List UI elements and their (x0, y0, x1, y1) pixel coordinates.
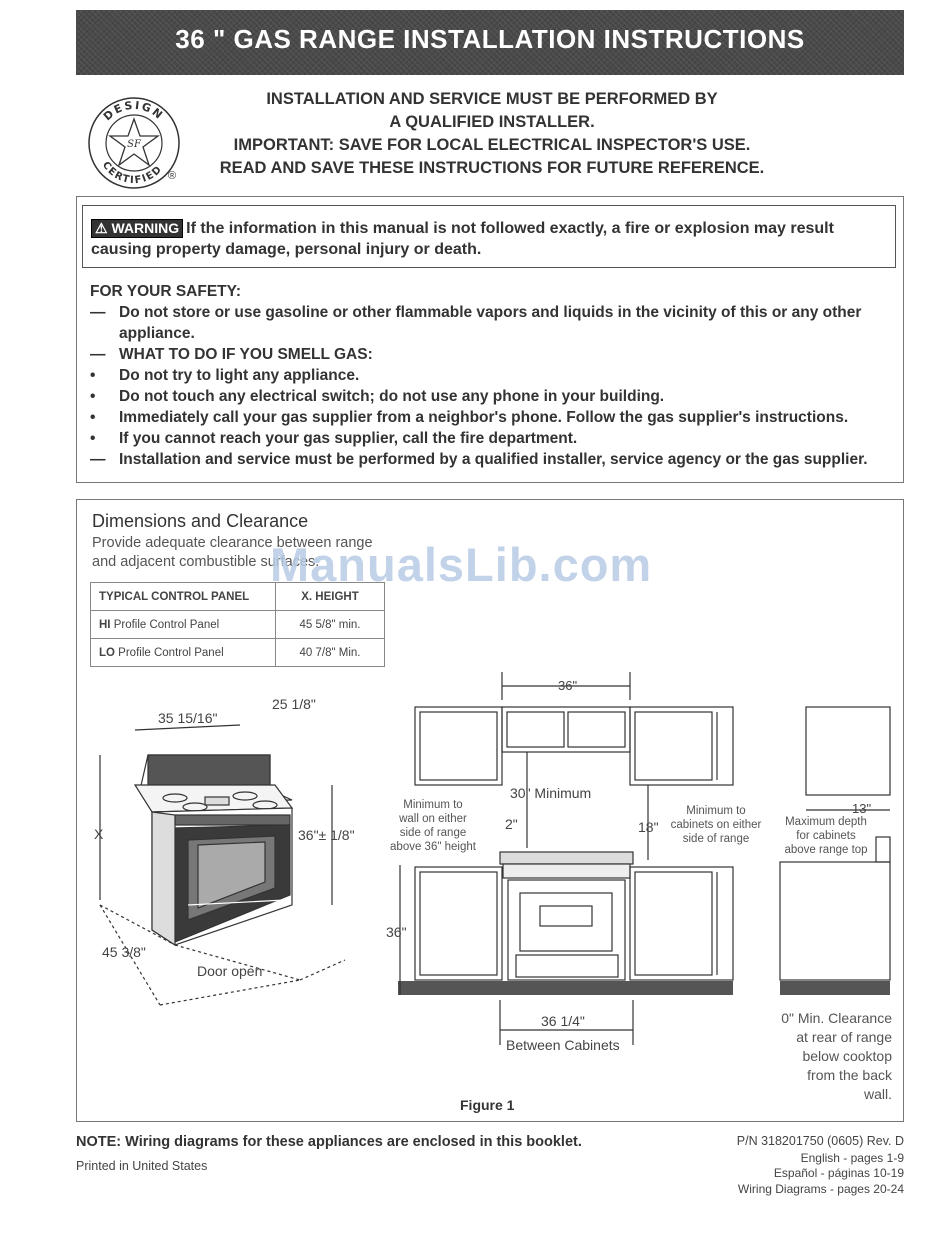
range-drawing (135, 755, 292, 945)
warning-line-1: If the information in this manual is not followed exactly, a fire or explosion may result (186, 220, 834, 237)
registered-mark: ® (168, 170, 177, 182)
max-depth-note: Maximum depth for cabinets above range top (784, 816, 868, 856)
warning-tag: ⚠ WARNING (91, 219, 183, 238)
between-width-label: 36 1/4" (541, 1013, 585, 1029)
table-header: TYPICAL CONTROL PANEL (91, 583, 276, 611)
width-label: 35 15/16" (158, 710, 218, 726)
espanol-pages: Español - páginas 10-19 (773, 1166, 904, 1180)
side-height-label: 36" (386, 924, 407, 940)
door-open-label: Door open (197, 963, 263, 979)
header-line-1: INSTALLATION AND SERVICE MUST BE PERFORMED BY (266, 90, 718, 108)
wiring-pages: Wiring Diagrams - pages 20-24 (737, 1182, 904, 1196)
dimensions-title: Dimensions and Clearance (92, 511, 309, 531)
header-line-4: READ AND SAVE THESE INSTRUCTIONS FOR FUTURE REFERENCE. (219, 159, 765, 177)
printed-in: Printed in United States (76, 1159, 208, 1173)
dimensions-subtitle-2: and adjacent combustible surfaces. (92, 554, 320, 570)
watermark: ManualsLib.com (270, 538, 653, 591)
rear-clearance-note: 0" Min. Clearance at rear of range below cooktop from the back wall. (781, 1010, 892, 1102)
table-cell: HI Profile Control Panel (91, 611, 276, 639)
height-tolerance-label: 36"± 1/8" (298, 827, 355, 843)
min-30-label: 30" Minimum (510, 785, 592, 801)
warning-line-2: causing property damage, personal injury or death. (91, 241, 482, 258)
top-width-label: 36" (558, 678, 578, 693)
dimensions-subtitle-1: Provide adequate clearance between range (92, 535, 373, 551)
eighteen-inch-label: 18" (638, 819, 659, 835)
wall-clearance-note: Minimum to wall on either side of range above 36" height (390, 799, 476, 853)
seal-bottom-text: CERTIFIED (99, 159, 165, 187)
table-header: X. HEIGHT (276, 583, 385, 611)
table-cell: LO Profile Control Panel (91, 639, 276, 667)
x-height-label: X (94, 826, 104, 842)
two-inch-label: 2" (505, 816, 518, 832)
thirteen-inch-label: 13" (852, 801, 872, 816)
wiring-note: NOTE: Wiring diagrams for these appliances are enclosed in this booklet. (76, 1134, 582, 1150)
cabinet-clearance-note: Minimum to cabinets on either side of range (670, 805, 762, 845)
header-line-3: IMPORTANT: SAVE FOR LOCAL ELECTRICAL INSPECTOR'S USE. (233, 136, 751, 154)
seal-top-text: DESIGN (100, 98, 167, 124)
header-line-2: A QUALIFIED INSTALLER. (389, 113, 595, 131)
depth-label: 25 1/8" (272, 696, 316, 712)
door-open-depth-label: 45 3/8" (102, 944, 146, 960)
table-cell: 45 5/8" min. (276, 611, 385, 639)
figure-caption: Figure 1 (460, 1097, 515, 1113)
page-title: 36 " GAS RANGE INSTALLATION INSTRUCTIONS (175, 24, 805, 54)
english-pages: English - pages 1-9 (800, 1151, 904, 1165)
safety-heading: FOR YOUR SAFETY: (90, 283, 241, 300)
part-number: P/N 318201750 (0605) Rev. D (736, 1134, 904, 1148)
between-cabinets-label: Between Cabinets (506, 1037, 620, 1053)
seal-center: SF (127, 139, 141, 150)
table-cell: 40 7/8" Min. (276, 639, 385, 667)
